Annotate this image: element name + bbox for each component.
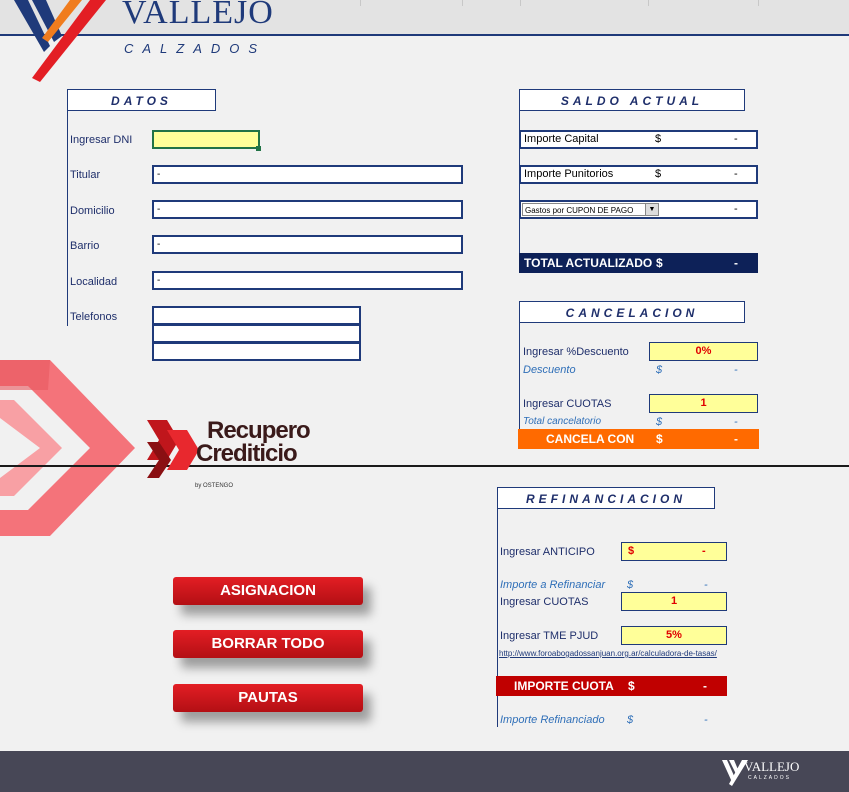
cancelacion-title: CANCELACION bbox=[519, 301, 745, 323]
titular-label: Titular bbox=[70, 169, 101, 181]
importe-refinanciado-currency: $ bbox=[627, 714, 634, 726]
anticipo-label: Ingresar ANTICIPO bbox=[500, 546, 595, 558]
importe-refinanciar-value: - bbox=[704, 579, 708, 591]
tme-label: Ingresar TME PJUD bbox=[500, 630, 599, 642]
importe-punitorios-row bbox=[519, 165, 758, 184]
importe-refinanciado-value: - bbox=[704, 714, 708, 726]
telefono-field-1[interactable] bbox=[152, 306, 361, 325]
vallejo-logo-icon bbox=[10, 0, 120, 85]
importe-capital-row bbox=[519, 130, 758, 149]
chevron-down-icon[interactable]: ▼ bbox=[645, 204, 658, 215]
localidad-label: Localidad bbox=[70, 276, 118, 288]
footer-sub: CALZADOS bbox=[748, 775, 791, 781]
recupero-by: by OSTENGO bbox=[195, 483, 234, 489]
importe-cuota-currency: $ bbox=[628, 679, 635, 693]
importe-capital-value: - bbox=[734, 133, 738, 145]
calculadora-link[interactable]: http://www.foroabogadossanjuan.org.ar/calculadora-de-tasas/ bbox=[499, 649, 717, 658]
footer-brand: VALLEJO bbox=[744, 759, 800, 774]
total-cancelatorio-currency: $ bbox=[656, 416, 663, 428]
cancela-con-label: CANCELA CON bbox=[546, 432, 635, 446]
telefono-field-3[interactable] bbox=[152, 342, 361, 361]
titular-field[interactable]: - bbox=[152, 165, 463, 184]
datos-title: DATOS bbox=[67, 89, 216, 111]
gastos-row bbox=[519, 200, 758, 219]
saldo-title: SALDO ACTUAL bbox=[519, 89, 745, 111]
brand-name: VALLEJO bbox=[122, 0, 274, 31]
gastos-dropdown-value: Gastos por CUPON DE PAGO bbox=[525, 206, 634, 215]
barrio-field[interactable]: - bbox=[152, 235, 463, 254]
total-cancelatorio-label: Total cancelatorio bbox=[523, 416, 602, 427]
brand-sub: CALZADOS bbox=[124, 41, 267, 56]
cancela-con-value: - bbox=[734, 432, 738, 446]
total-cancelatorio-value: - bbox=[734, 416, 738, 428]
importe-cuota-label: IMPORTE CUOTA bbox=[514, 679, 614, 693]
anticipo-currency: $ bbox=[628, 545, 635, 557]
importe-capital-currency: $ bbox=[655, 133, 662, 145]
importe-cuota-value: - bbox=[703, 679, 707, 693]
cancela-con-row bbox=[518, 429, 759, 449]
telefonos-label: Telefonos bbox=[70, 311, 118, 323]
total-actualizado-value: - bbox=[734, 256, 738, 270]
descuento-label: Descuento bbox=[523, 364, 576, 376]
importe-refinanciar-label: Importe a Refinanciar bbox=[500, 579, 606, 591]
importe-punitorios-value: - bbox=[734, 168, 738, 180]
borrar-todo-button[interactable]: BORRAR TODO bbox=[173, 630, 363, 658]
total-actualizado-row bbox=[519, 253, 758, 273]
importe-punitorios-label: Importe Punitorios bbox=[524, 168, 614, 180]
descuento-value: - bbox=[734, 364, 738, 376]
refinanciacion-title: REFINANCIACION bbox=[497, 487, 715, 509]
recupero-line1: Recupero bbox=[207, 417, 310, 444]
gastos-dropdown[interactable] bbox=[522, 203, 659, 216]
section-divider bbox=[0, 465, 849, 467]
refin-cuotas-input[interactable]: 1 bbox=[621, 592, 727, 611]
descuento-pct-label: Ingresar %Descuento bbox=[523, 346, 629, 358]
descuento-currency: $ bbox=[656, 364, 663, 376]
anticipo-value: - bbox=[702, 545, 706, 557]
descuento-pct-input[interactable]: 0% bbox=[649, 342, 758, 361]
dni-input[interactable] bbox=[152, 130, 260, 149]
barrio-label: Barrio bbox=[70, 240, 100, 252]
chevron-decoration-icon bbox=[0, 360, 140, 538]
asignacion-button[interactable]: ASIGNACION bbox=[173, 577, 363, 605]
localidad-field[interactable]: - bbox=[152, 271, 463, 290]
recupero-line2: Crediticio bbox=[196, 440, 297, 467]
importe-punitorios-currency: $ bbox=[655, 168, 662, 180]
tme-input[interactable]: 5% bbox=[621, 626, 727, 645]
importe-refinanciar-currency: $ bbox=[627, 579, 634, 591]
importe-capital-label: Importe Capital bbox=[524, 133, 599, 145]
telefono-field-2[interactable] bbox=[152, 324, 361, 343]
importe-cuota-row bbox=[496, 676, 727, 696]
total-actualizado-currency: $ bbox=[656, 256, 663, 270]
domicilio-label: Domicilio bbox=[70, 205, 115, 217]
gastos-value: - bbox=[734, 203, 738, 215]
domicilio-field[interactable]: - bbox=[152, 200, 463, 219]
pautas-button[interactable]: PAUTAS bbox=[173, 684, 363, 712]
cancela-con-currency: $ bbox=[656, 432, 663, 446]
importe-refinanciado-label: Importe Refinanciado bbox=[500, 714, 605, 726]
cancel-cuotas-label: Ingresar CUOTAS bbox=[523, 398, 612, 410]
anticipo-input[interactable] bbox=[621, 542, 727, 561]
total-actualizado-label: TOTAL ACTUALIZADO bbox=[524, 256, 653, 270]
refin-cuotas-label: Ingresar CUOTAS bbox=[500, 596, 589, 608]
cancel-cuotas-input[interactable]: 1 bbox=[649, 394, 758, 413]
dni-label: Ingresar DNI bbox=[70, 134, 133, 146]
